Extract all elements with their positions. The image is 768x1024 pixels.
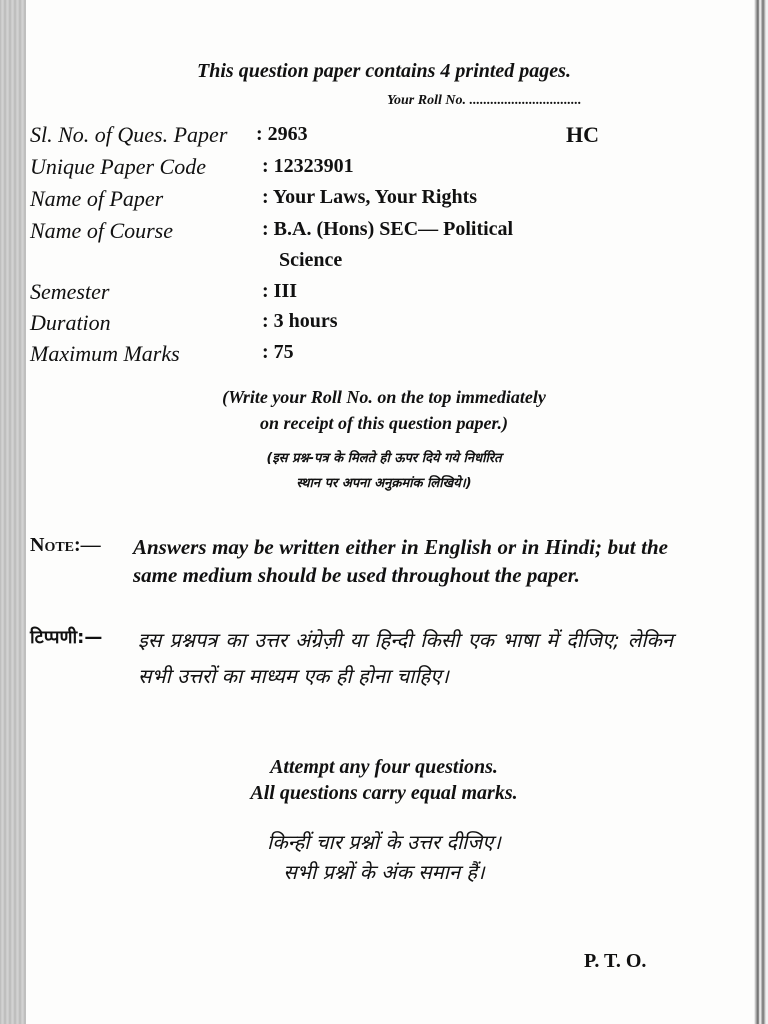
field-label-max-marks: Maximum Marks [30, 341, 180, 366]
pages-note: This question paper contains 4 printed pages. [197, 60, 571, 82]
field-value-serial-no: : 2963 [256, 123, 308, 145]
hindi-note-label: टिप्पणी:— [30, 627, 103, 648]
instruction-hindi-line-1: (इस प्रश्न-पत्र के मिलते ही ऊपर दिये गये निर्धारित [266, 451, 502, 466]
field-value-course-name-cont: Science [279, 249, 343, 271]
paper-code-hc: HC [566, 122, 599, 147]
instruction-hindi-line-2: स्थान पर अपना अनुक्रमांक लिखिये।) [296, 476, 472, 491]
note-text: Answers may be written either in English or in Hindi; but the same medium should be used throughout the paper. [133, 535, 668, 587]
field-value-duration: : 3 hours [262, 310, 338, 332]
please-turn-over: P. T. O. [584, 950, 647, 972]
field-value-semester: : III [262, 280, 298, 302]
field-value-max-marks: : 75 [262, 341, 294, 363]
field-label-semester: Semester [30, 279, 110, 304]
field-value-paper-name: : Your Laws, Your Rights [262, 186, 478, 208]
attempt-hindi-line-1: किन्हीं चार प्रश्नों के उत्तर दीजिए। [267, 830, 501, 854]
field-value-course-name: : B.A. (Hons) SEC— Political [262, 218, 514, 240]
roll-number-line: Your Roll No. ................................ [387, 93, 582, 108]
field-value-paper-code: : 12323901 [262, 155, 354, 177]
field-label-duration: Duration [30, 310, 111, 335]
instruction-line-1: (Write your Roll No. on the top immediately [222, 387, 546, 407]
field-label-course-name: Name of Course [30, 218, 173, 243]
note-label: Note:— [30, 534, 101, 556]
field-label-paper-code: Unique Paper Code [30, 154, 206, 179]
attempt-line-1: Attempt any four questions. [270, 756, 498, 778]
hindi-note-text: इस प्रश्नपत्र का उत्तर अंग्रेज़ी या हिन्दी किसी एक भाषा में दीजिए; लेकिन सभी उत्तरों का माध्यम एक ही होना चाहिए। [138, 628, 673, 688]
field-label-paper-name: Name of Paper [30, 186, 164, 211]
attempt-line-2: All questions carry equal marks. [250, 782, 518, 804]
field-label-serial-no: Sl. No. of Ques. Paper [30, 122, 228, 147]
attempt-hindi-line-2: सभी प्रश्नों के अंक समान हैं। [283, 860, 485, 884]
instruction-line-2: on receipt of this question paper.) [259, 413, 508, 433]
